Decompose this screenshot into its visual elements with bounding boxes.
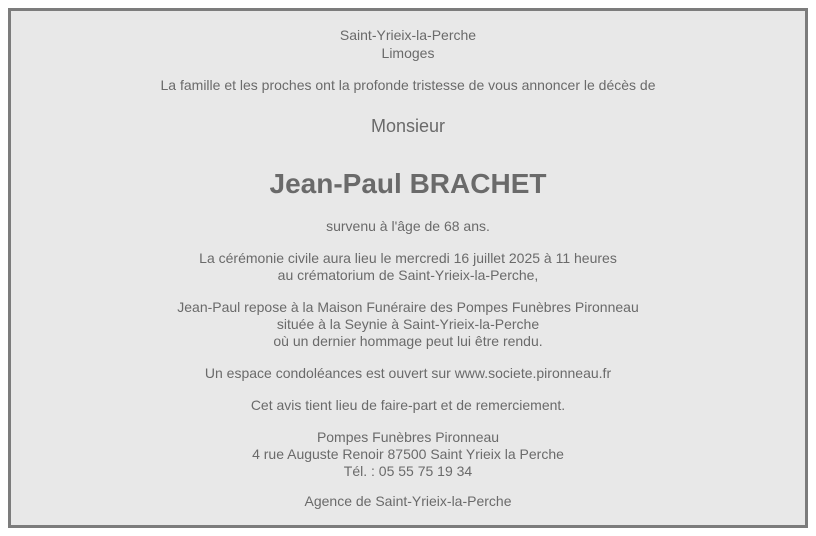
ceremony-line-2: au crématorium de Saint-Yrieix-la-Perche, [277, 267, 539, 283]
ceremony-line-1: La cérémonie civile aura lieu le mercredi 16 juillet 2025 à 11 heures [199, 250, 617, 266]
repose-line-2: située à la Seynie à Saint-Yrieix-la-Perche [276, 316, 540, 332]
header-city: Limoges [381, 45, 435, 61]
age-line: survenu à l'âge de 68 ans. [326, 218, 490, 234]
death-notice-card [8, 8, 808, 528]
announcement-text: La famille et les proches ont la profonde tristesse de vous annoncer le décès de [160, 77, 656, 93]
notice-line: Cet avis tient lieu de faire-part et de remerciement. [250, 397, 566, 413]
funeral-home-phone: Tél. : 05 55 75 19 34 [343, 463, 473, 479]
repose-line-1: Jean-Paul repose à la Maison Funéraire des Pompes Funèbres Pironneau [177, 299, 639, 315]
header-town: Saint-Yrieix-la-Perche [339, 27, 477, 43]
repose-line-3: où un dernier hommage peut lui être rendu. [273, 333, 543, 349]
condolences-line: Un espace condoléances est ouvert sur www.societe.pironneau.fr [204, 365, 612, 381]
funeral-home-name: Pompes Funèbres Pironneau [316, 429, 500, 445]
agency-line: Agence de Saint-Yrieix-la-Perche [304, 493, 512, 509]
civility-title: Monsieur [370, 116, 446, 136]
deceased-name: Jean-Paul BRACHET [269, 168, 547, 199]
funeral-home-address: 4 rue Auguste Renoir 87500 Saint Yrieix la Perche [252, 446, 564, 462]
